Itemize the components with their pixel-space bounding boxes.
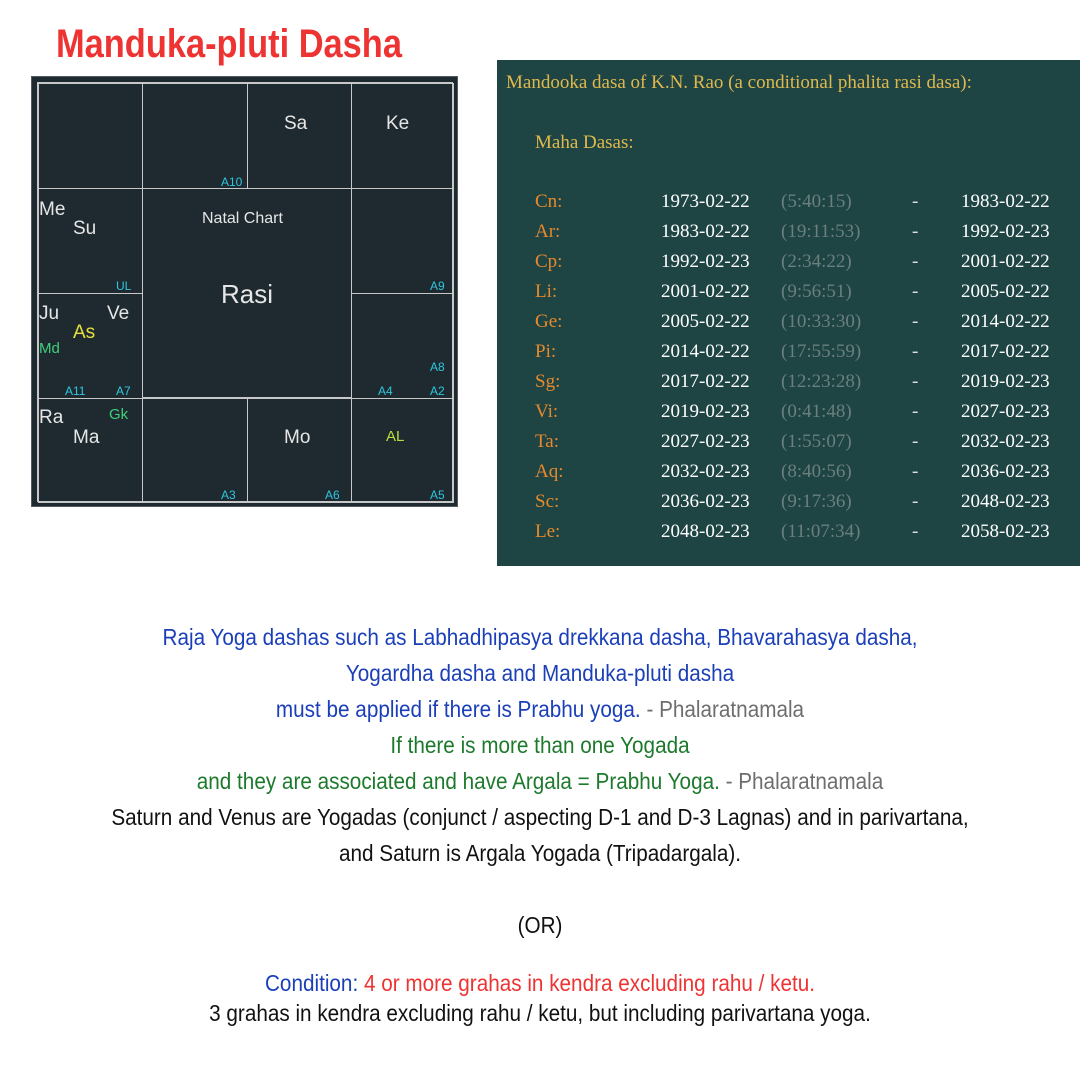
chart-grid	[37, 82, 453, 502]
arudha-a3: A3	[221, 488, 236, 502]
text-line-8: 3 grahas in kendra excluding rahu / ketu, but including parivartana yoga.	[209, 1000, 871, 1026]
planet-venus: Ve	[107, 303, 130, 324]
planet-sun: Su	[73, 218, 97, 239]
dasa-separator: -	[912, 491, 919, 512]
dasa-end-date: 2017-02-22	[961, 341, 1050, 362]
dasa-duration: (1:55:07)	[781, 431, 852, 452]
dasa-separator: -	[912, 371, 919, 392]
dasa-start-date: 1973-02-22	[661, 191, 750, 212]
dasa-duration: (2:34:22)	[781, 251, 852, 272]
dasa-row	[497, 371, 1080, 401]
dasa-start-date: 2005-02-22	[661, 311, 750, 332]
dasa-sign: Pi:	[535, 341, 557, 362]
arudha-a9: A9	[430, 279, 445, 293]
dasa-end-date: 2001-02-22	[961, 251, 1050, 272]
dasa-separator: -	[912, 311, 919, 332]
dasa-sign: Aq:	[535, 461, 564, 482]
dasa-row	[497, 221, 1080, 251]
text-line-5-main: and they are associated and have Argala = Prabhu Yoga.	[196, 768, 720, 794]
arudha-a10: A10	[221, 175, 243, 189]
dasa-row	[497, 431, 1080, 461]
dasa-end-date: 1983-02-22	[961, 191, 1050, 212]
dasa-duration: (9:17:36)	[781, 491, 852, 512]
or-separator: (OR)	[517, 912, 563, 938]
dasa-sign: Ta:	[535, 431, 559, 452]
dasa-separator: -	[912, 431, 919, 452]
dasa-sign: Ar:	[535, 221, 561, 242]
source-citation: - Phalaratnamala	[646, 696, 805, 722]
planet-mars: Ma	[73, 427, 100, 448]
planet-gulika: Gk	[109, 406, 129, 423]
text-line-3	[54, 696, 1026, 723]
dasa-sign: Cn:	[535, 191, 563, 212]
condition-text: 4 or more grahas in kendra excluding rahu / ketu.	[363, 970, 816, 996]
dasa-end-date: 1992-02-23	[961, 221, 1050, 242]
arudha-a6: A6	[325, 488, 340, 502]
dasa-start-date: 2014-02-22	[661, 341, 750, 362]
text-line-5	[54, 768, 1026, 795]
dasa-row	[497, 461, 1080, 491]
condition-line	[54, 970, 1026, 997]
maha-dasas-label: Maha Dasas:	[535, 132, 634, 153]
arudha-a2: A2	[430, 384, 445, 398]
arudha-a7: A7	[116, 384, 131, 398]
dasa-row	[497, 281, 1080, 311]
text-line-3-main: must be applied if there is Prabhu yoga.	[275, 696, 641, 722]
dasa-start-date: 1992-02-23	[661, 251, 750, 272]
dasa-sign: Vi:	[535, 401, 559, 422]
dasa-row	[497, 401, 1080, 431]
dasa-sign: Cp:	[535, 251, 563, 272]
dasa-row	[497, 491, 1080, 521]
dasa-duration: (0:41:48)	[781, 401, 852, 422]
text-line-7: and Saturn is Argala Yogada (Tripadargala).	[338, 840, 741, 866]
house-cell	[142, 83, 248, 189]
dasa-sign: Ge:	[535, 311, 563, 332]
dasa-row	[497, 311, 1080, 341]
dasa-sign: Sc:	[535, 491, 560, 512]
planet-rahu: Ra	[39, 407, 64, 428]
arudha-a8: A8	[430, 360, 445, 374]
dasa-panel	[497, 60, 1080, 566]
dasa-end-date: 2027-02-23	[961, 401, 1050, 422]
dasa-separator: -	[912, 521, 919, 542]
dasa-heading: Mandooka dasa of K.N. Rao (a conditional phalita rasi dasa):	[506, 72, 972, 93]
dasa-sign: Le:	[535, 521, 561, 542]
dasa-end-date: 2058-02-23	[961, 521, 1050, 542]
dasa-duration: (5:40:15)	[781, 191, 852, 212]
text-line-4: If there is more than one Yogada	[390, 732, 690, 758]
rasi-chart	[31, 76, 458, 507]
source-citation: - Phalaratnamala	[725, 768, 884, 794]
dasa-duration: (19:11:53)	[781, 221, 861, 242]
dasa-start-date: 1983-02-22	[661, 221, 750, 242]
dasa-end-date: 2048-02-23	[961, 491, 1050, 512]
arudha-ul: UL	[116, 279, 132, 293]
dasa-start-date: 2027-02-23	[661, 431, 750, 452]
dasa-start-date: 2048-02-23	[661, 521, 750, 542]
planet-jupiter: Ju	[39, 303, 60, 324]
text-line-2: Yogardha dasha and Manduka-pluti dasha	[345, 660, 735, 686]
dasa-duration: (8:40:56)	[781, 461, 852, 482]
dasa-separator: -	[912, 251, 919, 272]
dasa-end-date: 2036-02-23	[961, 461, 1050, 482]
house-cell	[247, 83, 352, 189]
dasa-sign: Li:	[535, 281, 558, 302]
dasa-start-date: 2017-02-22	[661, 371, 750, 392]
text-line-1: Raja Yoga dashas such as Labhadhipasya drekkana dasha, Bhavarahasya dasha,	[162, 624, 918, 650]
dasa-row	[497, 521, 1080, 551]
planet-mandi: Md	[39, 340, 60, 357]
condition-label: Condition:	[264, 970, 359, 996]
page-title: Manduka-pluti Dasha	[56, 22, 402, 66]
dasa-start-date: 2019-02-23	[661, 401, 750, 422]
planet-moon: Mo	[284, 427, 311, 448]
dasa-row	[497, 251, 1080, 281]
dasa-row	[497, 341, 1080, 371]
planet-mercury: Me	[39, 199, 66, 220]
house-cell	[351, 83, 454, 189]
dasa-end-date: 2005-02-22	[961, 281, 1050, 302]
arudha-a5: A5	[430, 488, 445, 502]
dasa-duration: (17:55:59)	[781, 341, 862, 362]
dasa-separator: -	[912, 401, 919, 422]
arudha-lagna: AL	[386, 428, 405, 445]
dasa-separator: -	[912, 281, 919, 302]
dasa-end-date: 2019-02-23	[961, 371, 1050, 392]
dasa-start-date: 2036-02-23	[661, 491, 750, 512]
dasa-start-date: 2001-02-22	[661, 281, 750, 302]
planet-ascendant: As	[73, 322, 96, 343]
dasa-end-date: 2032-02-23	[961, 431, 1050, 452]
planet-saturn: Sa	[284, 113, 308, 134]
dasa-end-date: 2014-02-22	[961, 311, 1050, 332]
arudha-a11: A11	[65, 384, 86, 398]
planet-ketu: Ke	[386, 113, 410, 134]
dasa-duration: (11:07:34)	[781, 521, 861, 542]
dasa-separator: -	[912, 461, 919, 482]
text-line-6: Saturn and Venus are Yogadas (conjunct / aspecting D-1 and D-3 Lagnas) and in parivartana,	[111, 804, 969, 830]
dasa-separator: -	[912, 221, 919, 242]
dasa-duration: (9:56:51)	[781, 281, 852, 302]
chart-center-name: Rasi	[221, 279, 274, 309]
dasa-separator: -	[912, 341, 919, 362]
dasa-row	[497, 191, 1080, 221]
dasa-duration: (12:23:28)	[781, 371, 862, 392]
chart-center-label: Natal Chart	[202, 210, 283, 227]
dasa-start-date: 2032-02-23	[661, 461, 750, 482]
dasa-duration: (10:33:30)	[781, 311, 862, 332]
arudha-a4: A4	[378, 384, 393, 398]
dasa-sign: Sg:	[535, 371, 561, 392]
house-cell	[38, 83, 143, 189]
dasa-separator: -	[912, 191, 919, 212]
